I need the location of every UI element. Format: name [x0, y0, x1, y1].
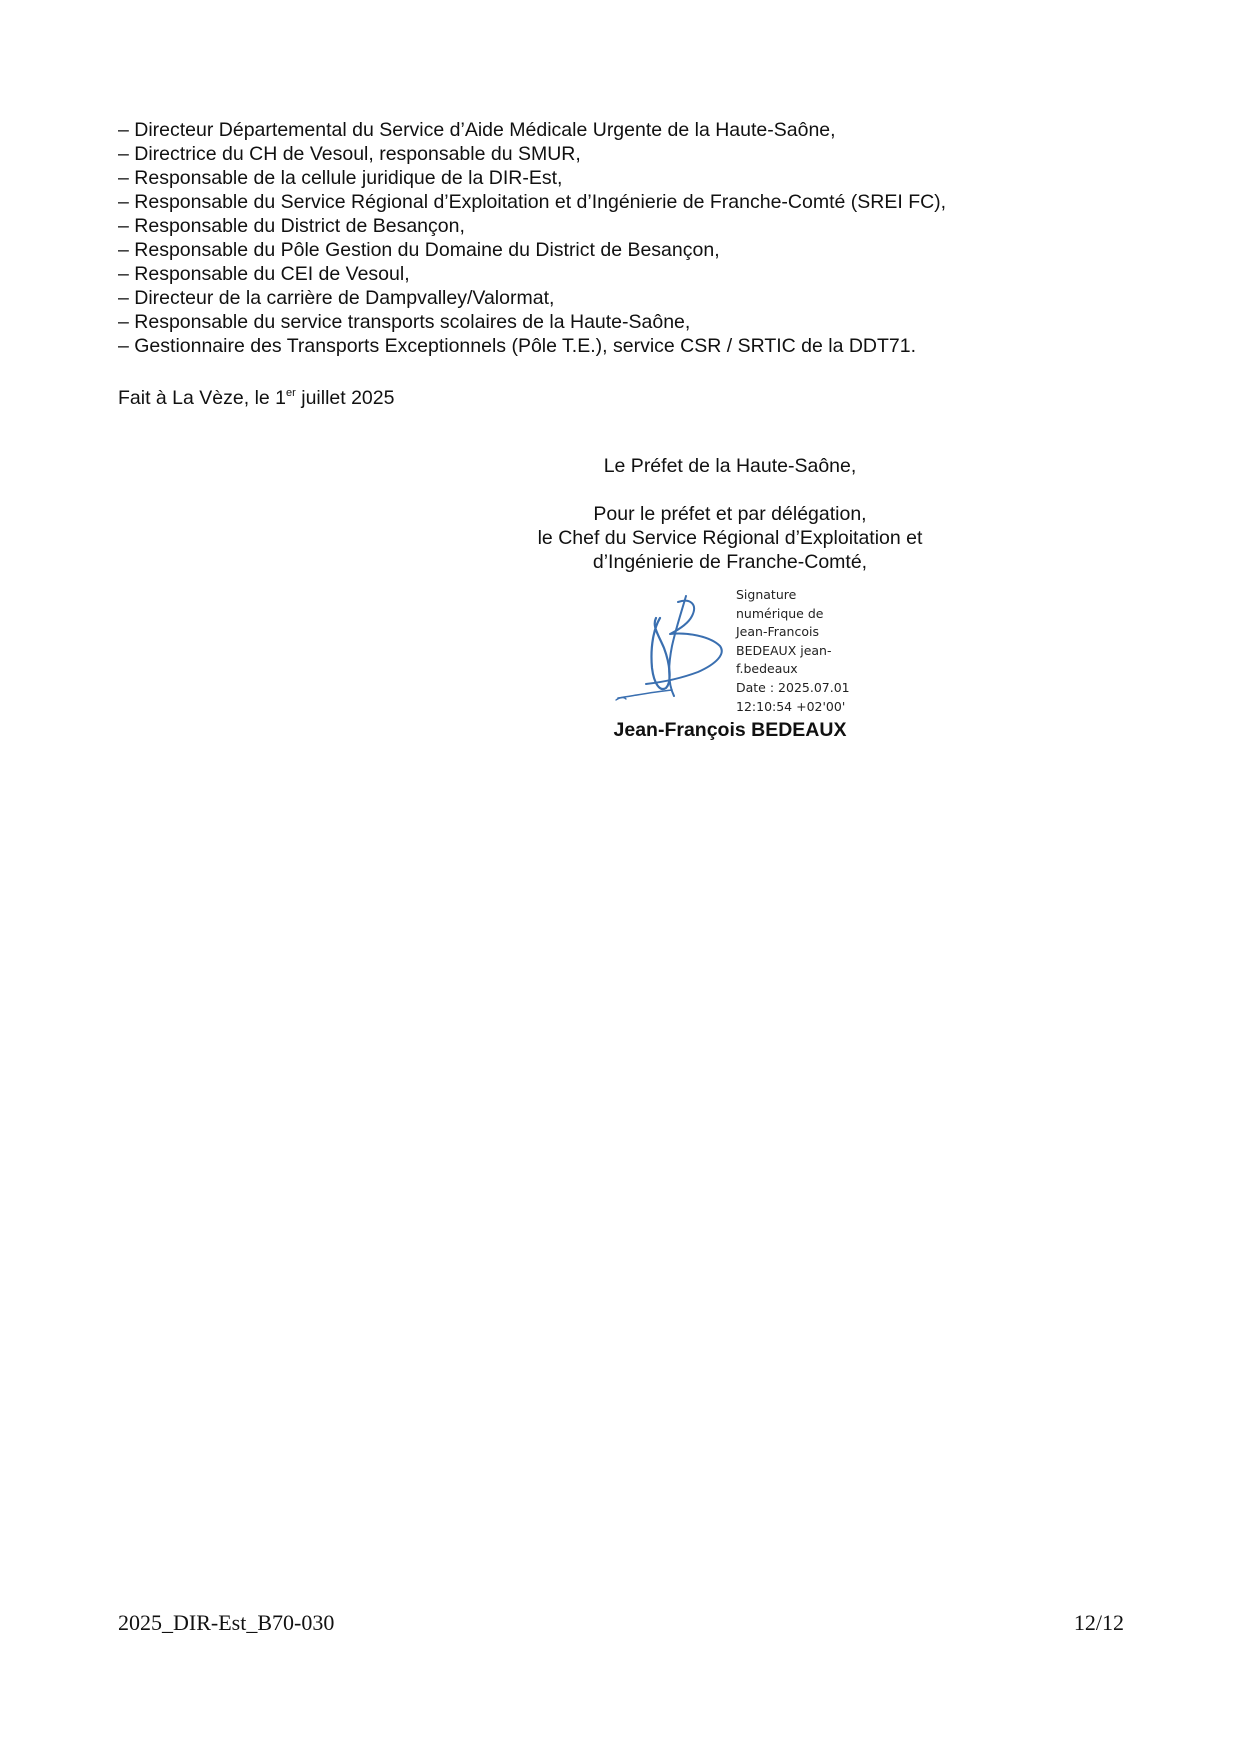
stamp-line: f.bedeaux [736, 661, 798, 677]
distribution-item: – Directrice du CH de Vesoul, responsable du SMUR, [118, 143, 581, 165]
delegation-line: le Chef du Service Régional d’Exploitation et [537, 527, 923, 549]
distribution-item: – Responsable du CEI de Vesoul, [118, 263, 410, 285]
stamp-line: BEDEAUX jean- [736, 642, 832, 658]
distribution-item: – Responsable du Pôle Gestion du Domaine du District de Besançon, [118, 239, 720, 261]
signer-name: Jean-François BEDEAUX [613, 719, 847, 741]
date-superscript: er [286, 387, 296, 399]
place-and-date [118, 386, 394, 410]
page-number: 12/12 [1073, 1610, 1124, 1635]
distribution-item: – Directeur de la carrière de Dampvalley/Valormat, [118, 287, 555, 309]
distribution-item: – Responsable du service transports scolaires de la Haute-Saône, [118, 311, 691, 333]
distribution-item: – Directeur Départemental du Service d’Aide Médicale Urgente de la Haute-Saône, [118, 119, 836, 141]
distribution-list [118, 118, 1118, 358]
digital-signature-stamp [736, 586, 876, 716]
distribution-item: – Gestionnaire des Transports Exceptionnels (Pôle T.E.), service CSR / SRTIC de la DDT71. [118, 335, 917, 357]
distribution-item: – Responsable de la cellule juridique de la DIR-Est, [118, 167, 563, 189]
stamp-line: numérique de [736, 605, 824, 621]
delegation-text [470, 502, 990, 574]
delegation-line: d’Ingénierie de Franche-Comté, [592, 551, 868, 573]
distribution-item: – Responsable du District de Besançon, [118, 215, 465, 237]
stamp-line: 12:10:54 +02'00' [736, 698, 846, 714]
delegation-line: Pour le préfet et par délégation, [593, 503, 867, 525]
stamp-line: Date : 2025.07.01 [736, 679, 850, 695]
stamp-line: Signature [736, 587, 797, 602]
date-suffix: juillet 2025 [295, 387, 395, 409]
date-prefix: Fait à La Vèze, le 1 [118, 387, 287, 409]
document-reference: 2025_DIR-Est_B70-030 [118, 1610, 335, 1635]
stamp-line: Jean-Francois [736, 624, 819, 640]
distribution-item: – Responsable du Service Régional d’Exploitation et d’Ingénierie de Franche-Comté (SREI FC), [118, 191, 947, 213]
prefect-title: Le Préfet de la Haute-Saône, [603, 455, 857, 477]
handwritten-signature [612, 588, 736, 706]
signature-area [612, 586, 872, 714]
